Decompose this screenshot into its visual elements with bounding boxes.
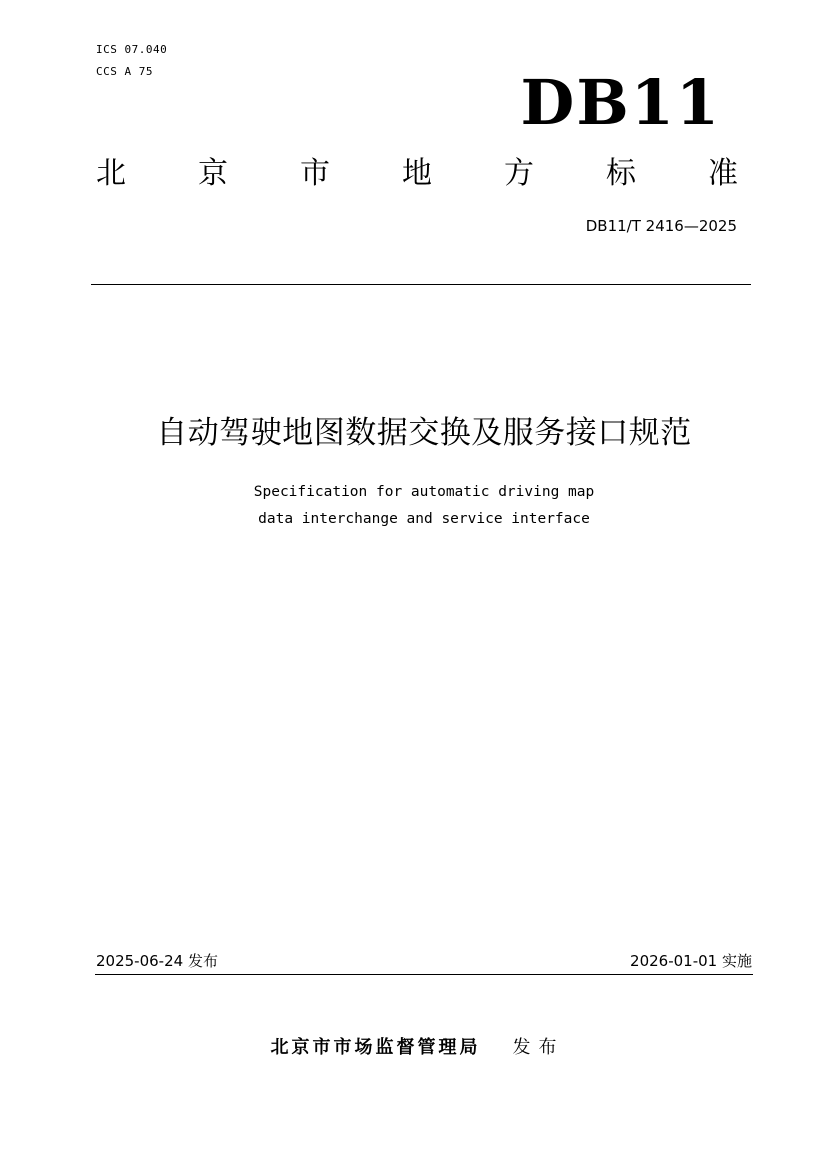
db-logo: DB11 — [520, 66, 721, 139]
footer-divider — [95, 974, 753, 975]
ics-code: ICS 07.040 — [96, 43, 168, 56]
implementation-date: 2026-01-01 实施 — [630, 952, 752, 970]
standard-type-char: 京 — [198, 156, 228, 191]
header-divider — [91, 284, 751, 285]
ccs-code: CCS A 75 — [96, 65, 153, 78]
issuer-name: 北京市市场监督管理局 — [270, 1037, 481, 1058]
document-title-chinese: 自动驾驶地图数据交换及服务接口规范 — [156, 415, 692, 451]
standard-type-char: 方 — [504, 156, 534, 191]
document-title-english-line1: Specification for automatic driving map — [253, 484, 595, 500]
document-title-english-line2: data interchange and service interface — [258, 511, 590, 527]
release-date: 2025-06-24 发布 — [96, 952, 218, 970]
standard-type-title — [96, 152, 738, 196]
standard-type-char: 地 — [402, 156, 432, 191]
standard-type-char: 北 — [96, 156, 126, 191]
issue-verb: 发布 — [512, 1037, 565, 1058]
issuer-line — [0, 1035, 815, 1061]
standard-type-char: 市 — [300, 156, 330, 191]
standard-number: DB11/T 2416—2025 — [585, 217, 737, 235]
standard-type-char: 准 — [708, 156, 738, 191]
standard-type-char: 标 — [606, 156, 636, 191]
